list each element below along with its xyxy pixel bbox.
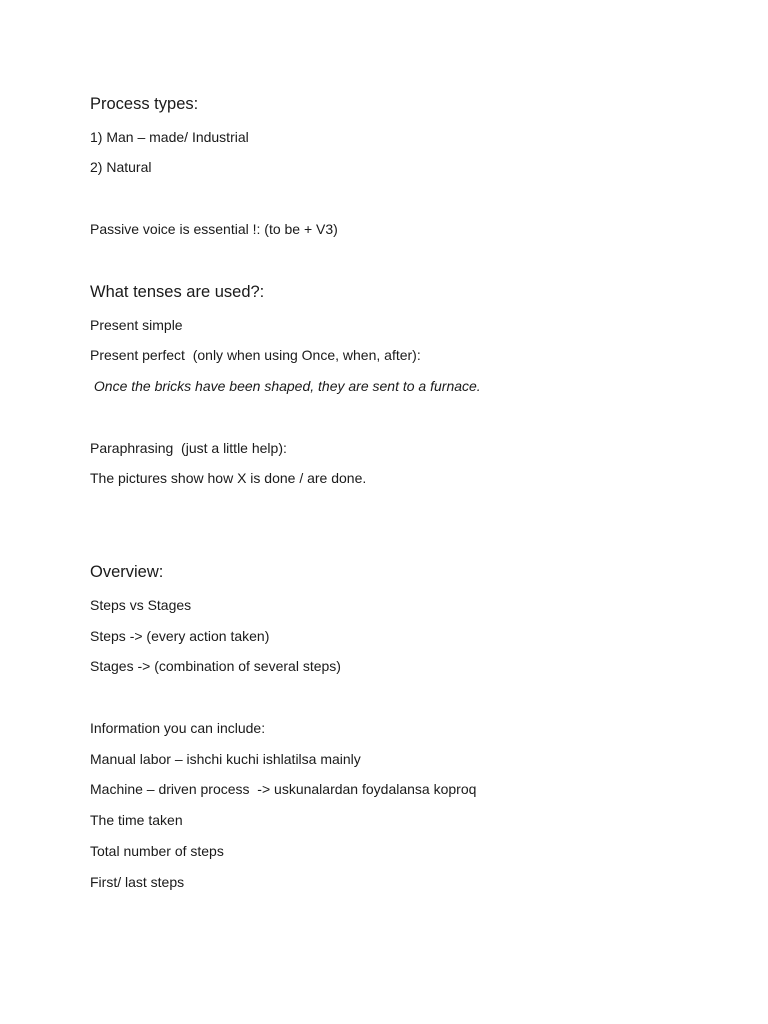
overview-stages: Stages -> (combination of several steps): [90, 658, 341, 674]
info-item-number-of-steps: Total number of steps: [90, 843, 224, 859]
paraphrasing-example: The pictures show how X is done / are done.: [90, 470, 367, 486]
overview-steps-vs-stages: Steps vs Stages: [90, 597, 192, 613]
passive-voice-note: Passive voice is essential !: (to be + V3): [90, 221, 338, 237]
heading-tenses: What tenses are used?:: [90, 283, 265, 301]
info-item-machine-driven: Machine – driven process -> uskunalardan foydalansa koproq: [90, 781, 477, 797]
list-item-natural: 2) Natural: [90, 159, 152, 175]
list-item-man-made: 1) Man – made/ Industrial: [90, 129, 249, 145]
tense-present-simple: Present simple: [90, 317, 183, 333]
overview-steps: Steps -> (every action taken): [90, 628, 270, 644]
info-item-manual-labor: Manual labor – ishchi kuchi ishlatilsa mainly: [90, 751, 361, 767]
tense-present-perfect: Present perfect (only when using Once, when, after):: [90, 347, 421, 363]
info-item-first-last-steps: First/ last steps: [90, 874, 185, 890]
paraphrasing-label: Paraphrasing (just a little help):: [90, 440, 287, 456]
info-item-time-taken: The time taken: [90, 812, 183, 828]
heading-overview: Overview:: [90, 563, 164, 581]
information-label: Information you can include:: [90, 720, 266, 736]
heading-process-types: Process types:: [90, 95, 199, 113]
example-sentence: Once the bricks have been shaped, they are sent to a furnace.: [90, 378, 481, 394]
